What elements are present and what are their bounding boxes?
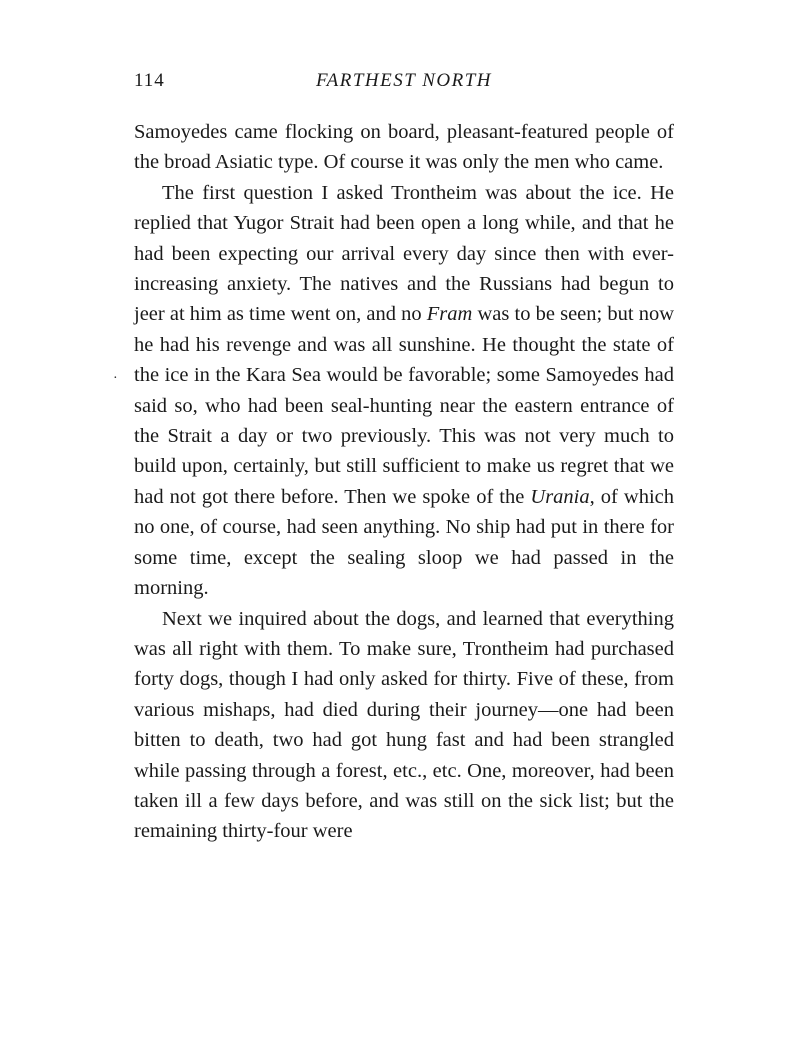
page-header bbox=[134, 70, 674, 100]
margin-dot: · bbox=[113, 371, 118, 386]
paragraph-text: , of which no one, of course, had seen anything. No ship had put in there for some time, except the sealing sloop we had passed in the morning. bbox=[134, 485, 674, 600]
paragraph-dogs bbox=[134, 604, 674, 847]
ship-name-urania: Urania bbox=[530, 485, 590, 508]
ship-name-fram: Fram bbox=[426, 303, 473, 326]
paragraph-trontheim-ice bbox=[134, 178, 674, 604]
running-title: FARTHEST NORTH bbox=[315, 70, 493, 91]
page-number: 114 bbox=[134, 70, 165, 91]
paragraph-text: Next we inquired about the dogs, and learned that everything was all right with them. To make sure, Trontheim had purchased forty dogs, though I had only asked for thirty. Five of these, from various mishaps, had died during their journey—one had been bitten to death, two had got hung fast and had been strangled while passing through a forest, etc., etc. One, moreover, had been taken ill a few days before, and was still on the sick list; but the remaining thirty-four were bbox=[134, 607, 674, 843]
paragraph-text: Samoyedes came flocking on board, pleasant-featured people of the broad Asiatic type. Of course it was only the men who came. bbox=[134, 121, 674, 174]
paragraph-text: The first question I asked Trontheim was about the ice. He replied that Yugor Strait had been open a long while, and that he had been expecting our arrival every day since then with ever-increasing anxiety. The natives and the Russians had begun to jeer at him as time went on, and no bbox=[134, 181, 674, 326]
paragraph-text: was to be seen; but now he had his revenge and was all sunshine. He thought the state of the ice in the Kara Sea would be favorable; some Samoyedes had said so, who had been seal-hunting near the eastern entrance of the Strait a day or two previously. This was not very much to build upon, certainly, but still sufficient to make us regret that we had not got there before. Then we spoke of the bbox=[134, 303, 674, 508]
paragraph-continuation bbox=[134, 117, 674, 178]
body-text bbox=[134, 117, 674, 847]
